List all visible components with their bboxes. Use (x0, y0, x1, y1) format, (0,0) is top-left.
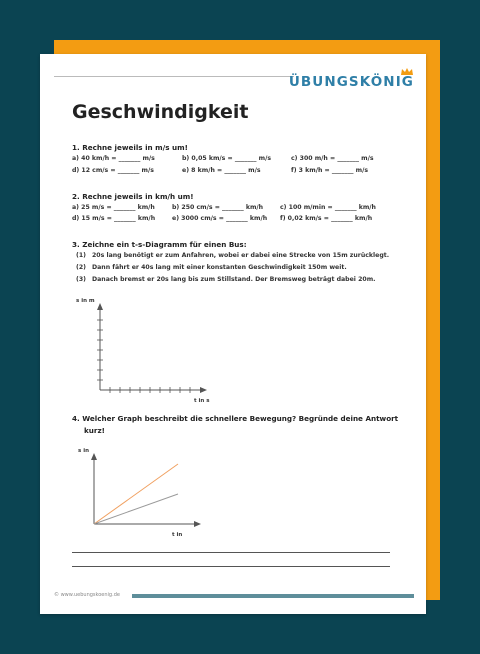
brand-logo: ÜBUNGSKÖNIG (288, 74, 414, 90)
footer-bar (132, 594, 414, 598)
task3-step2-num: (2) (76, 264, 86, 271)
task1-item-b: b) 0,05 km/s = _______ m/s (182, 155, 272, 162)
task4-heading-continued: kurz! (84, 426, 105, 435)
answer-line-1[interactable] (72, 552, 390, 553)
answer-line-2[interactable] (72, 566, 390, 567)
task2-item-c: c) 100 m/min = _______ km/h (280, 204, 376, 211)
diagram1-x-label: t in s (194, 398, 210, 404)
diagram1-axes (90, 300, 212, 396)
task2-heading: 2. Rechne jeweils in km/h um! (72, 192, 194, 201)
task1-item-f: f) 3 km/h = _______ m/s (291, 167, 369, 174)
task3-step3-text: Danach bremst er 20s lang bis zum Stillstand. Der Bremsweg beträgt dabei 20m. (92, 276, 376, 283)
graph-line-fast (94, 464, 178, 524)
task2-item-d: d) 15 m/s = _______ km/h (72, 215, 156, 222)
diagram2-graph (84, 450, 206, 530)
diagram1-y-label: s in m (76, 298, 95, 304)
task3-step1-num: (1) (76, 252, 86, 259)
task2-item-f: f) 0,02 km/s = _______ km/h (280, 215, 373, 222)
task1-item-c: c) 300 m/h = _______ m/s (291, 155, 374, 162)
task1-heading: 1. Rechne jeweils in m/s um! (72, 143, 188, 152)
task1-item-d: d) 12 cm/s = _______ m/s (72, 167, 154, 174)
page-title: Geschwindigkeit (72, 101, 249, 123)
task3-heading: 3. Zeichne ein t-s-Diagramm für einen Bus: (72, 240, 247, 249)
footer-copyright: © www.uebungskoenig.de (54, 592, 120, 598)
task3-step3-num: (3) (76, 276, 86, 283)
diagram2-y-label: s in (78, 448, 89, 454)
task1-item-e: e) 8 km/h = _______ m/s (182, 167, 261, 174)
diagram2-x-label: t in (172, 532, 183, 538)
task3-step1-text: 20s lang benötigt er zum Anfahren, wobei er dabei eine Strecke von 15m zurücklegt. (92, 252, 390, 259)
task2-item-e: e) 3000 cm/s = _______ km/h (172, 215, 268, 222)
worksheet-page (40, 54, 426, 614)
task4-heading: 4. Welcher Graph beschreibt die schnellere Bewegung? Begründe deine Antwort (72, 414, 399, 423)
task1-item-a: a) 40 km/h = _______ m/s (72, 155, 155, 162)
graph-line-slow (94, 494, 178, 524)
task2-item-a: a) 25 m/s = _______ km/h (72, 204, 155, 211)
task2-item-b: b) 250 cm/s = _______ km/h (172, 204, 264, 211)
header-rule (54, 76, 294, 77)
task3-step2-text: Dann fährt er 40s lang mit einer konstanten Geschwindigkeit 150m weit. (92, 264, 347, 271)
